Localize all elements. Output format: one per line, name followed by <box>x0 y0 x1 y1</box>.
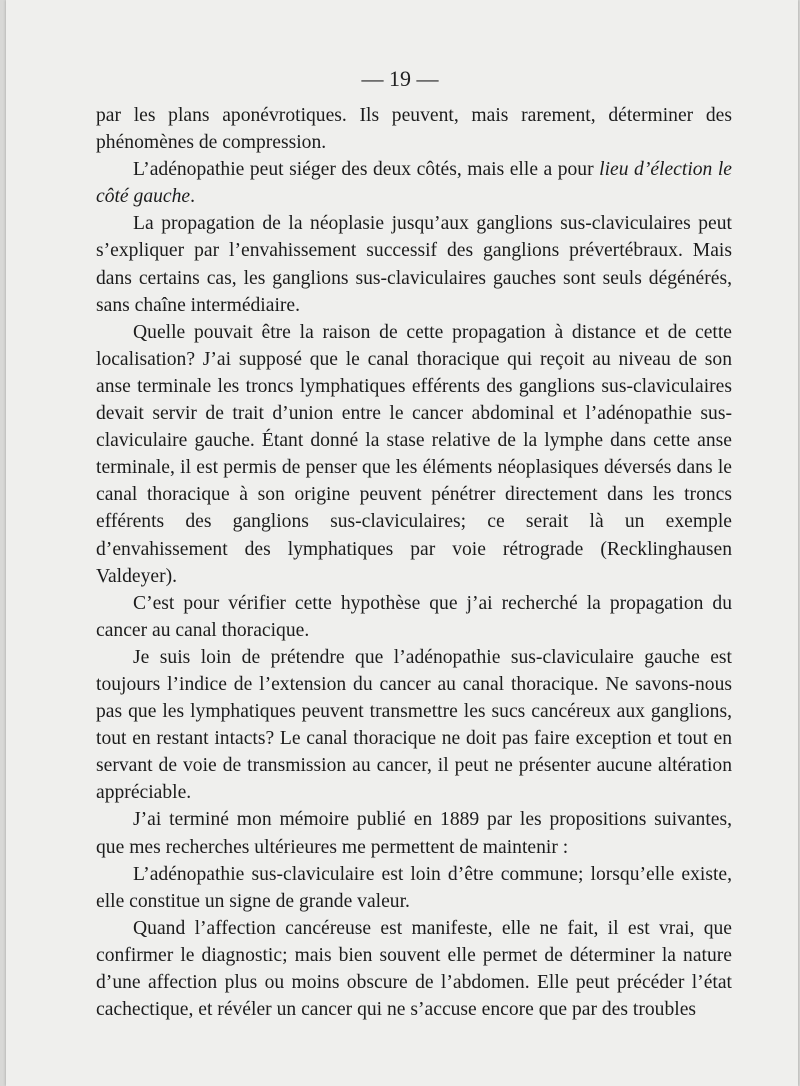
paragraph-2-end: . <box>190 186 196 208</box>
paragraph-2-italic: lieu d’élection le côté gauche <box>96 159 732 208</box>
paragraph-2-text: L’adénopathie peut siéger des deux côtés, mais elle a pour <box>133 159 600 181</box>
paragraph-9: Quand l’affection cancéreuse est manifeste, elle ne fait, il est vrai, que confirmer le diagnostic; mais bien souvent elle permet de déterminer la nature d’une affection plus ou moins obscure de l’abdomen. Elle peut précéder l’état cachectique, et révéler un cancer qui ne s’accuse encore que par des troubles <box>96 917 732 1021</box>
paragraph-1: par les plans aponévrotiques. Ils peuvent, mais rarement, déterminer des phénomènes de compression. <box>96 105 732 154</box>
paragraph-4: Quelle pouvait être la raison de cette propagation à distance et de cette localisation? J’ai supposé que le canal thoracique qui reçoit au niveau de son anse terminale les troncs lymphatiques efférents des ganglions sus-claviculaires devait servir de trait d’union entre le cancer abdominal et l’adénopathie sus-claviculaire gauche. Étant donné la stase relative de la lymphe dans cette anse terminale, il est permis de penser que les éléments néoplasiques déversés dans le canal thoracique à son origine peuvent pénétrer directement dans les troncs efférents des ganglions sus-claviculaires; ce serait là un exemple d’envahissement des lymphatiques par voie rétrograde (Recklinghausen Valdeyer). <box>96 321 732 587</box>
paragraph-5: C’est pour vérifier cette hypothèse que j’ai recherché la propagation du cancer au canal thoracique. <box>96 592 732 641</box>
body-text <box>96 102 732 1023</box>
page-number: — 19 — <box>361 66 439 91</box>
paragraph-3: La propagation de la néoplasie jusqu’aux ganglions sus-claviculaires peut s’expliquer par l’envahissement successif des ganglions prévertébraux. Mais dans certains cas, les ganglions sus-claviculaires gauches sont seuls dégénérés, sans chaîne intermédiaire. <box>96 213 732 316</box>
paragraph-2 <box>96 156 732 210</box>
paragraph-6: Je suis loin de prétendre que l’adénopathie sus-claviculaire gauche est toujours l’indice de l’extension du cancer au canal thoracique. Ne savons-nous pas que les lymphatiques peuvent transmettre les sucs cancéreux aux ganglions, tout en restant intacts? Le canal thoracique ne doit pas faire exception et tout en servant de voie de transmission au cancer, il peut ne présenter aucune altération appréciable. <box>96 646 732 804</box>
paragraph-8: L’adénopathie sus-claviculaire est loin d’être commune; lorsqu’elle existe, elle constitue un signe de grande valeur. <box>96 863 732 912</box>
paragraph-7: J’ai terminé mon mémoire publié en 1889 par les propositions suivantes, que mes recherches ultérieures me permettent de maintenir : <box>96 809 732 858</box>
